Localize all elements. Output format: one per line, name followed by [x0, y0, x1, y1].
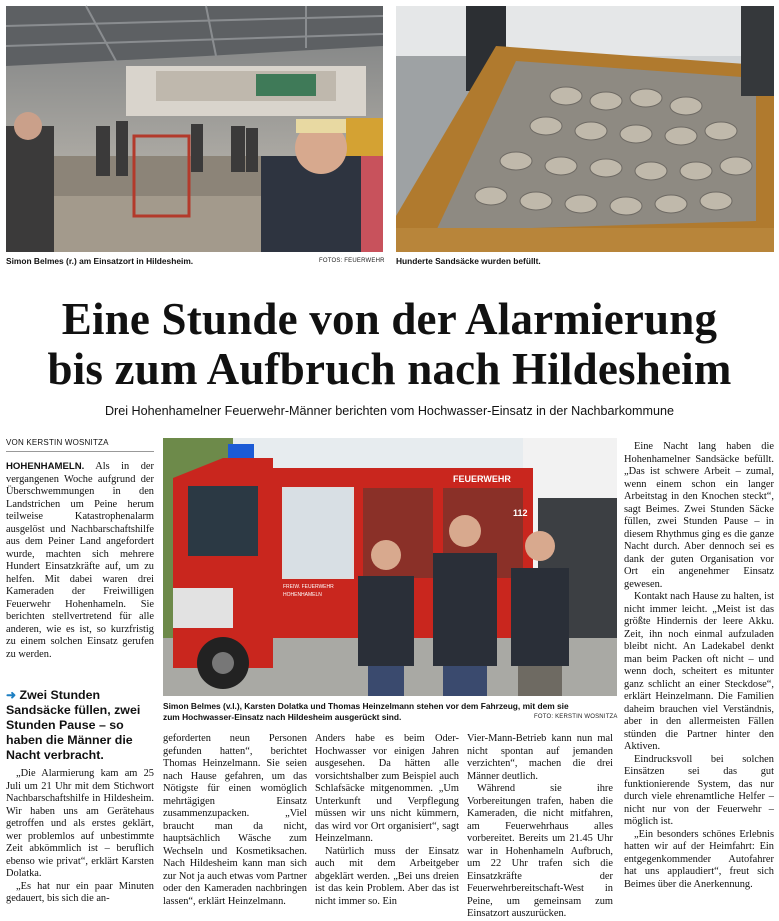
truck-label: FEUERWEHR [453, 474, 511, 484]
truck-door-text-2: HOHENHAMELN [283, 592, 322, 598]
headline-line-2: bis zum Aufbruch nach Hildesheim [47, 344, 732, 394]
caption-hall: Simon Belmes (r.) am Einsatzort in Hildesheim. [6, 256, 194, 266]
photo-sandbag-container [396, 6, 774, 252]
column-3 [315, 733, 459, 911]
pullquote [6, 688, 156, 763]
paragraph: Natürlich muss der Einsatz auch mit dem Arbeitgeber abgeklärt werden. „Bei uns dreien ist das kein Problem. Aber das ist nicht immer so. Ein [315, 845, 459, 907]
paragraph: Eine Nacht lang haben die Hohenhamelner Sandsäcke befüllt. „Das ist schwere Arbeit – zumal, wenn einem schon ein langer Arbeitstag in den Knochen steckt“, sagt Beimes. Zwei Stunden Säcke füllen, zwei Stunden Pause – in diesem Rhythmus ging es die ganze Nacht durch. Aber dennoch sei es dank der guten Organisation vor Ort ein angenehmer Einsatz gewesen. [624, 441, 774, 590]
paragraph: Kontakt nach Hause zu halten, ist nicht immer leicht. „Meist ist das größte Hindernis der leere Akku. Zeit, ihn noch einmal aufzuladen bleibt nicht. An Ladekabel denkt man beim Packen oft nicht – und wenn doch, scheitert es mitunter ganz schlicht an einer Steckdose“, erklärt Heinzelmann. Die Familien daheim brauchen viel Verständnis, aber in den allermeisten Fällen stünden die Partner hinter den Aktiven. [624, 591, 774, 752]
paragraph: Eindrucksvoll bei solchen Einsätzen sei das gut funktionierende System, das nur durch viele ehrenamtliche Helfer – nicht nur von der Feuerwehr – möglich ist. [624, 753, 774, 827]
paragraph: Vier-Mann-Betrieb kann nun mal nicht spontan auf jemanden verzichten“, machen die drei Männer deutlich. [467, 733, 613, 782]
column-2 [163, 733, 307, 911]
photo-fire-truck [163, 438, 617, 696]
caption-truck-line-1: Simon Belmes (v.l.), Karsten Dolatka und Thomas Heinzelmann stehen vor dem Fahrzeug, mit dem sie [163, 701, 569, 711]
intro-paragraph: HOHENHAMELN. Als in der vergangenen Woche aufgrund der Überschwemmungen in den Landstrichen um Peine herum teilweise Katastrophenalarm ausgelöst und Nachbarschaftshilfe aus dem Peiner Land angefordert wurde, machten sich mehrere Hundert Einsatzkräfte auf, um zu helfen. Mit dabei waren drei Kameraden der Freiwilligen Feuerwehr Hohenhameln. Sie berichten stellvertretend für alle anderen, wie es ist, so kurzfristig zu einem solchen Einsatz gerufen zu werden. [6, 461, 154, 660]
truck-door-text-1: FREIW. FEUERWEHR [283, 584, 334, 590]
paragraph: Anders habe es beim Oder-Hochwasser vor einigen Jahren ausgesehen. Da hätten alle vorsichtshalber zum Beispiel auch Schlafsäcke mitgenommen. „Um Unterkunft und Verpflegung müssen wir uns nicht kümmern, das wird vor Ort organisiert“, sagt Heinzelmann. [315, 733, 459, 844]
column-4 [467, 733, 613, 919]
arrow-right-icon: ➜ [6, 688, 17, 702]
headline-line-1: Eine Stunde von der Alarmierung [61, 294, 718, 344]
credit-kerstin-wosnitza: FOTO: KERSTIN WOSNITZA [534, 714, 618, 720]
paragraph: „Die Alarmierung kam am 25 Juli um 21 Uhr mit dem Stichwort Nachbarschaftshilfe in Hildesheim. Wir haben uns am Gerätehaus getroffen und als erstes geklärt, wer problemlos auf unbestimmte Zeit abkömmlich ist – beruflich ebenso wie privat“, erklärt Karsten Dolatka. [6, 768, 154, 879]
column-1-body [6, 768, 154, 911]
paragraph: „Es hat nur ein paar Minuten gedauert, bis sich die an- [6, 880, 154, 904]
container-scene [396, 6, 774, 252]
hall-scene [6, 6, 383, 252]
paragraph: „Ein besonders schönes Erlebnis hatten wir auf der Heimfahrt: Ein entgegenkommender Autofahrer hat uns applaudiert“, freut sich Beimes über die Anerkennung. [624, 828, 774, 890]
truck-scene [163, 438, 617, 696]
caption-sandbags: Hunderte Sandsäcke wurden befüllt. [396, 256, 541, 266]
paragraph: geforderten neun Personen gefunden hatten“, berichtet Thomas Heinzelmann. Sie seien nach Hause gefahren, um das Nötigste für einen womöglich mehrtägigen Einsatz zusammenzupacken. „Viel braucht man da nicht, hauptsächlich Wäsche zum Wechseln und Kosmetiksachen. Nach Hildesheim kann man sich zur Not ja auch etwas vom Partner oder den Kameraden nachbringen lassen“, erklärt Heinzelmann. [163, 733, 307, 907]
photo-hall [6, 6, 383, 252]
credit-photos-feuerwehr: FOTOS: FEUERWEHR [319, 258, 385, 264]
subheadline: Drei Hohenhamelner Feuerwehr-Männer berichten vom Hochwasser-Einsatz in der Nachbarkommune [104, 404, 675, 418]
column-1-intro [6, 461, 154, 679]
byline-rule [6, 451, 154, 452]
pullquote-text: Zwei Stunden Sandsäcke füllen, zwei Stunden Pause – so haben die Männer die Nacht verbracht. [6, 688, 141, 762]
column-5 [624, 441, 774, 911]
caption-truck-line-2: zum Hochwasser-Einsatz nach Hildesheim ausgerückt sind. [163, 712, 402, 722]
byline: VON KERSTIN WOSNITZA [6, 438, 109, 447]
dateline: HOHENHAMELN. [6, 461, 85, 472]
truck-number: 112 [513, 508, 528, 518]
paragraph: Während sie ihre Vorbereitungen trafen, haben die Kameraden, die nicht mitfahren, am Feuerwehrhaus alles vorbereitet. Bereits um 21.45 Uhr war in Hohenhameln Aufbruch, um 22 Uhr trafen sich die Einsatzkräfte der Feuerwehrbereitschaft-West in Peine, um gemeinsam zum Einsatzort auszurücken. [467, 783, 613, 919]
